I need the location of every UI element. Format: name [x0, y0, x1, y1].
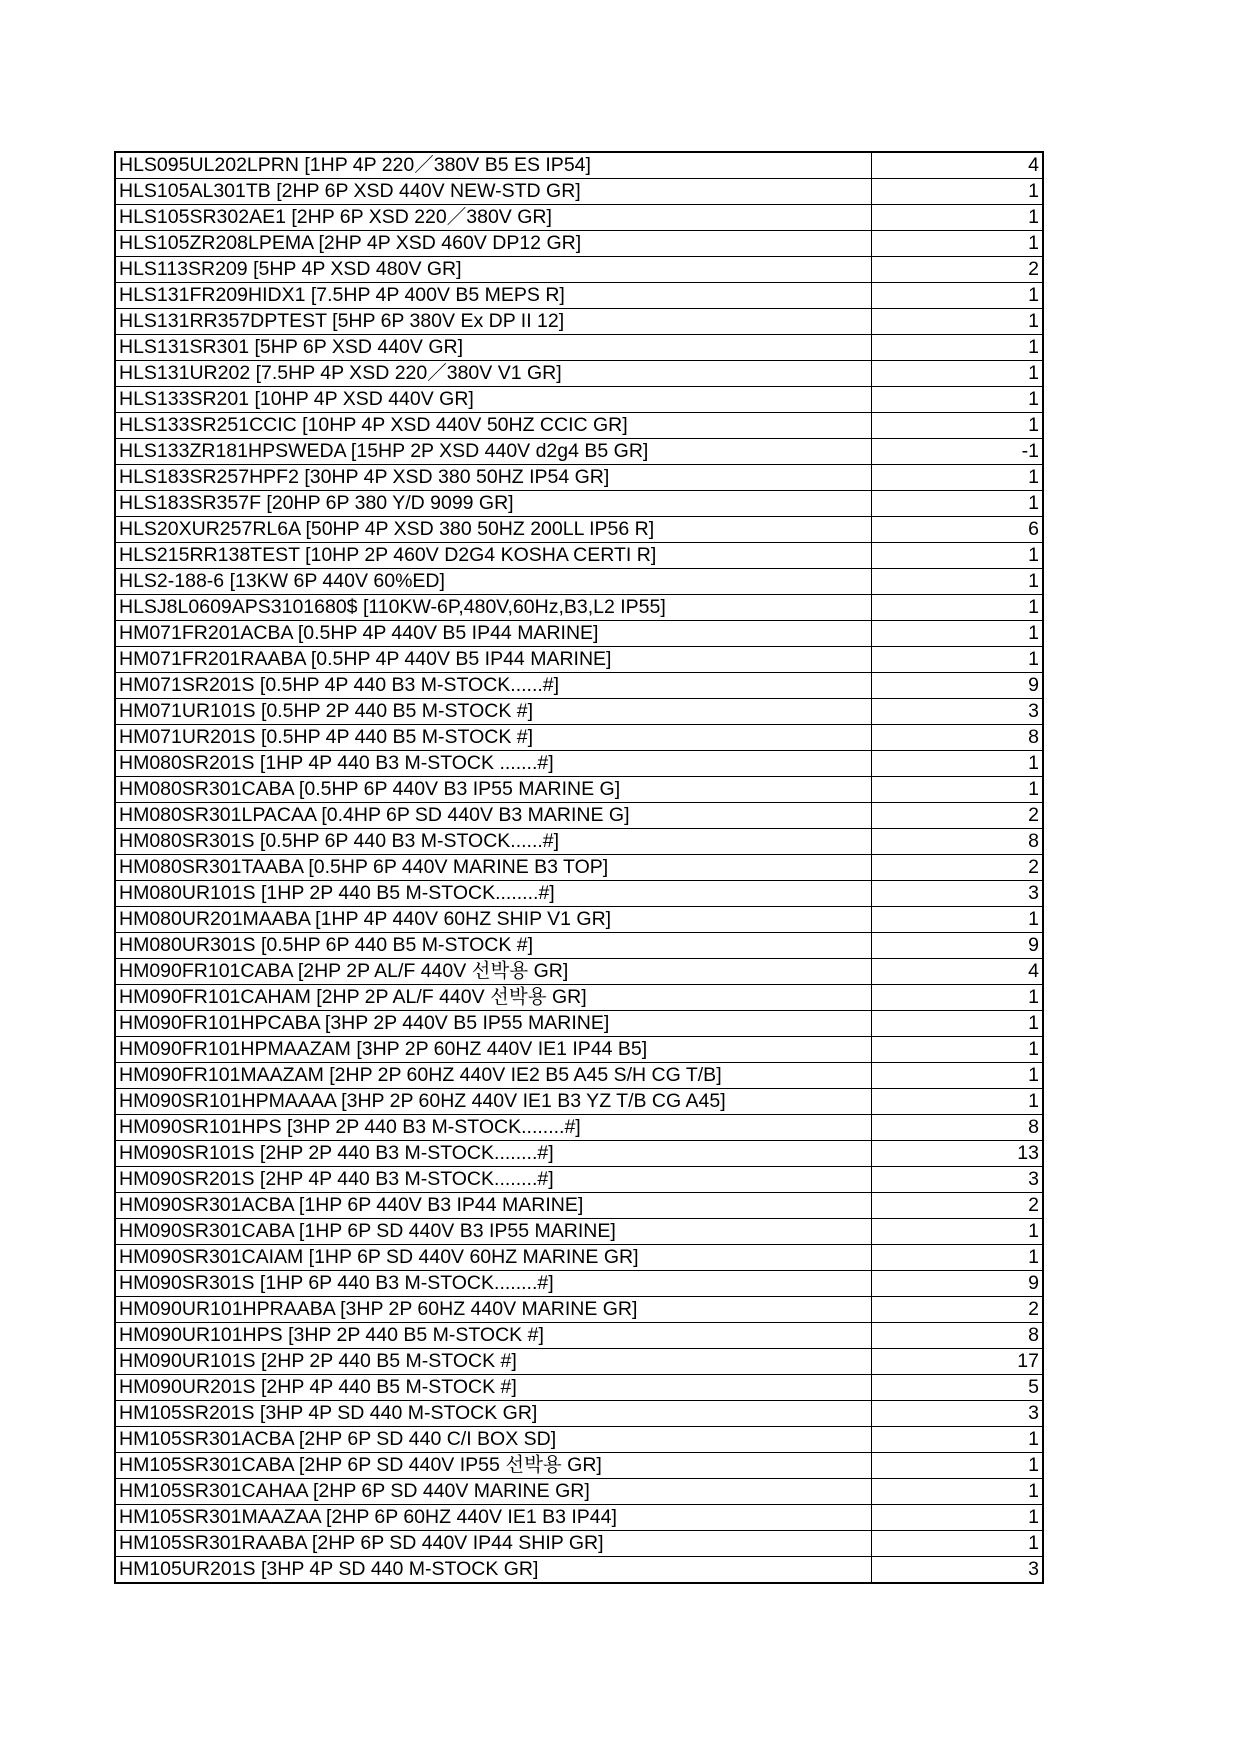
item-description-cell: HM080UR201MAABA [1HP 4P 440V 60HZ SHIP V1 GR] — [115, 907, 871, 933]
quantity-cell: 3 — [871, 881, 1043, 907]
item-description-cell: HLS2-188-6 [13KW 6P 440V 60%ED] — [115, 569, 871, 595]
item-description-cell: HM090FR101CABA [2HP 2P AL/F 440V 선박용 GR] — [115, 959, 871, 985]
table-row — [115, 1479, 1043, 1505]
item-description-cell: HLS105SR302AE1 [2HP 6P XSD 220／380V GR] — [115, 205, 871, 231]
table-row — [115, 907, 1043, 933]
item-description-cell: HM090SR101HPS [3HP 2P 440 B3 M-STOCK........#] — [115, 1115, 871, 1141]
table-row — [115, 777, 1043, 803]
quantity-cell: 2 — [871, 1297, 1043, 1323]
item-description-cell: HLS131UR202 [7.5HP 4P XSD 220／380V V1 GR] — [115, 361, 871, 387]
item-description-cell: HM105SR301RAABA [2HP 6P SD 440V IP44 SHIP GR] — [115, 1531, 871, 1557]
quantity-cell: 1 — [871, 1427, 1043, 1453]
table-row — [115, 517, 1043, 543]
quantity-cell: 1 — [871, 595, 1043, 621]
table-row — [115, 1219, 1043, 1245]
table-row — [115, 1297, 1043, 1323]
item-description-cell: HM090UR101S [2HP 2P 440 B5 M-STOCK #] — [115, 1349, 871, 1375]
table-row — [115, 465, 1043, 491]
item-description-cell: HM071FR201RAABA [0.5HP 4P 440V B5 IP44 MARINE] — [115, 647, 871, 673]
table-row — [115, 1557, 1043, 1584]
item-description-cell: HM105SR301MAAZAA [2HP 6P 60HZ 440V IE1 B3 IP44] — [115, 1505, 871, 1531]
quantity-cell: 3 — [871, 699, 1043, 725]
item-description-cell: HLS105ZR208LPEMA [2HP 4P XSD 460V DP12 GR] — [115, 231, 871, 257]
quantity-cell: 8 — [871, 1323, 1043, 1349]
table-row — [115, 413, 1043, 439]
quantity-cell: 1 — [871, 1505, 1043, 1531]
table-row — [115, 1193, 1043, 1219]
table-row — [115, 491, 1043, 517]
table-row — [115, 1271, 1043, 1297]
quantity-cell: 9 — [871, 673, 1043, 699]
item-description-cell: HM071FR201ACBA [0.5HP 4P 440V B5 IP44 MARINE] — [115, 621, 871, 647]
quantity-cell: 1 — [871, 985, 1043, 1011]
table-row — [115, 1141, 1043, 1167]
item-description-cell: HM090SR101S [2HP 2P 440 B3 M-STOCK........#] — [115, 1141, 871, 1167]
quantity-cell: 9 — [871, 1271, 1043, 1297]
quantity-cell: 9 — [871, 933, 1043, 959]
quantity-cell: 1 — [871, 413, 1043, 439]
table-row — [115, 543, 1043, 569]
item-description-cell: HLS131FR209HIDX1 [7.5HP 4P 400V B5 MEPS R] — [115, 283, 871, 309]
table-row — [115, 985, 1043, 1011]
item-description-cell: HM080SR301LPACAA [0.4HP 6P SD 440V B3 MARINE G] — [115, 803, 871, 829]
table-row — [115, 283, 1043, 309]
quantity-cell: 1 — [871, 491, 1043, 517]
item-description-cell: HM080SR201S [1HP 4P 440 B3 M-STOCK .......#] — [115, 751, 871, 777]
table-row — [115, 1453, 1043, 1479]
item-description-cell: HM080UR101S [1HP 2P 440 B5 M-STOCK........#] — [115, 881, 871, 907]
quantity-cell: 8 — [871, 829, 1043, 855]
quantity-cell: 1 — [871, 907, 1043, 933]
item-description-cell: HM090FR101MAAZAM [2HP 2P 60HZ 440V IE2 B5 A45 S/H CG T/B] — [115, 1063, 871, 1089]
item-description-cell: HLS131SR301 [5HP 6P XSD 440V GR] — [115, 335, 871, 361]
table-row — [115, 803, 1043, 829]
quantity-cell: 1 — [871, 1453, 1043, 1479]
quantity-cell: 8 — [871, 1115, 1043, 1141]
quantity-cell: 1 — [871, 543, 1043, 569]
quantity-cell: 1 — [871, 1037, 1043, 1063]
quantity-cell: 1 — [871, 1479, 1043, 1505]
table-row — [115, 179, 1043, 205]
item-description-cell: HM105SR301ACBA [2HP 6P SD 440 C/I BOX SD] — [115, 1427, 871, 1453]
item-description-cell: HM090UR101HPRAABA [3HP 2P 60HZ 440V MARINE GR] — [115, 1297, 871, 1323]
table-row — [115, 1167, 1043, 1193]
item-description-cell: HM080SR301TAABA [0.5HP 6P 440V MARINE B3 TOP] — [115, 855, 871, 881]
table-row — [115, 361, 1043, 387]
item-description-cell: HLS133ZR181HPSWEDA [15HP 2P XSD 440V d2g4 B5 GR] — [115, 439, 871, 465]
item-description-cell: HM090UR101HPS [3HP 2P 440 B5 M-STOCK #] — [115, 1323, 871, 1349]
quantity-cell: 1 — [871, 1531, 1043, 1557]
item-description-cell: HM090SR101HPMAAAA [3HP 2P 60HZ 440V IE1 B3 YZ T/B CG A45] — [115, 1089, 871, 1115]
quantity-cell: 1 — [871, 1245, 1043, 1271]
table-row — [115, 673, 1043, 699]
quantity-cell: 2 — [871, 257, 1043, 283]
item-description-cell: HM090SR301ACBA [1HP 6P 440V B3 IP44 MARINE] — [115, 1193, 871, 1219]
item-description-cell: HLS133SR201 [10HP 4P XSD 440V GR] — [115, 387, 871, 413]
quantity-cell: 1 — [871, 647, 1043, 673]
item-description-cell: HLS215RR138TEST [10HP 2P 460V D2G4 KOSHA CERTI R] — [115, 543, 871, 569]
item-description-cell: HM071UR201S [0.5HP 4P 440 B5 M-STOCK #] — [115, 725, 871, 751]
item-description-cell: HM090UR201S [2HP 4P 440 B5 M-STOCK #] — [115, 1375, 871, 1401]
item-description-cell: HLS133SR251CCIC [10HP 4P XSD 440V 50HZ CCIC GR] — [115, 413, 871, 439]
quantity-cell: 3 — [871, 1557, 1043, 1584]
table-row — [115, 595, 1043, 621]
inventory-table — [114, 151, 1044, 1584]
inventory-table-body — [115, 152, 1043, 1583]
quantity-cell: 1 — [871, 309, 1043, 335]
table-row — [115, 1115, 1043, 1141]
quantity-cell: 6 — [871, 517, 1043, 543]
quantity-cell: 1 — [871, 751, 1043, 777]
table-row — [115, 881, 1043, 907]
quantity-cell: 2 — [871, 855, 1043, 881]
item-description-cell: HLS183SR257HPF2 [30HP 4P XSD 380 50HZ IP54 GR] — [115, 465, 871, 491]
quantity-cell: 1 — [871, 621, 1043, 647]
item-description-cell: HM090FR101HPCABA [3HP 2P 440V B5 IP55 MARINE] — [115, 1011, 871, 1037]
table-row — [115, 699, 1043, 725]
item-description-cell: HM080UR301S [0.5HP 6P 440 B5 M-STOCK #] — [115, 933, 871, 959]
table-row — [115, 1089, 1043, 1115]
quantity-cell: 1 — [871, 569, 1043, 595]
quantity-cell: 1 — [871, 1089, 1043, 1115]
item-description-cell: HLS131RR357DPTEST [5HP 6P 380V Ex DP II 12] — [115, 309, 871, 335]
table-row — [115, 1323, 1043, 1349]
quantity-cell: 1 — [871, 231, 1043, 257]
item-description-cell: HM090FR101HPMAAZAM [3HP 2P 60HZ 440V IE1 IP44 B5] — [115, 1037, 871, 1063]
table-row — [115, 959, 1043, 985]
quantity-cell: 1 — [871, 335, 1043, 361]
quantity-cell: 1 — [871, 1011, 1043, 1037]
quantity-cell: 1 — [871, 205, 1043, 231]
item-description-cell: HLS20XUR257RL6A [50HP 4P XSD 380 50HZ 200LL IP56 R] — [115, 517, 871, 543]
table-row — [115, 621, 1043, 647]
quantity-cell: 2 — [871, 803, 1043, 829]
table-row — [115, 257, 1043, 283]
table-row — [115, 1531, 1043, 1557]
table-row — [115, 1245, 1043, 1271]
table-row — [115, 387, 1043, 413]
item-description-cell: HLS113SR209 [5HP 4P XSD 480V GR] — [115, 257, 871, 283]
quantity-cell: 1 — [871, 1219, 1043, 1245]
item-description-cell: HM105SR301CABA [2HP 6P SD 440V IP55 선박용 GR] — [115, 1453, 871, 1479]
item-description-cell: HM105UR201S [3HP 4P SD 440 M-STOCK GR] — [115, 1557, 871, 1584]
quantity-cell: 1 — [871, 361, 1043, 387]
quantity-cell: -1 — [871, 439, 1043, 465]
item-description-cell: HM090SR301S [1HP 6P 440 B3 M-STOCK........#] — [115, 1271, 871, 1297]
quantity-cell: 4 — [871, 959, 1043, 985]
quantity-cell: 17 — [871, 1349, 1043, 1375]
item-description-cell: HM105SR301CAHAA [2HP 6P SD 440V MARINE GR] — [115, 1479, 871, 1505]
item-description-cell: HLS183SR357F [20HP 6P 380 Y/D 9099 GR] — [115, 491, 871, 517]
table-row — [115, 1427, 1043, 1453]
item-description-cell: HLS105AL301TB [2HP 6P XSD 440V NEW-STD GR] — [115, 179, 871, 205]
quantity-cell: 1 — [871, 387, 1043, 413]
item-description-cell: HLSJ8L0609APS3101680$ [110KW-6P,480V,60Hz,B3,L2 IP55] — [115, 595, 871, 621]
quantity-cell: 1 — [871, 1063, 1043, 1089]
quantity-cell: 3 — [871, 1401, 1043, 1427]
quantity-cell: 13 — [871, 1141, 1043, 1167]
item-description-cell: HM090SR301CABA [1HP 6P SD 440V B3 IP55 MARINE] — [115, 1219, 871, 1245]
table-row — [115, 933, 1043, 959]
table-row — [115, 1505, 1043, 1531]
table-row — [115, 569, 1043, 595]
table-row — [115, 647, 1043, 673]
item-description-cell: HM090SR301CAIAM [1HP 6P SD 440V 60HZ MARINE GR] — [115, 1245, 871, 1271]
table-row — [115, 1011, 1043, 1037]
table-row — [115, 1063, 1043, 1089]
item-description-cell: HM090SR201S [2HP 4P 440 B3 M-STOCK........#] — [115, 1167, 871, 1193]
table-row — [115, 829, 1043, 855]
table-row — [115, 309, 1043, 335]
table-row — [115, 205, 1043, 231]
quantity-cell: 2 — [871, 1193, 1043, 1219]
quantity-cell: 1 — [871, 179, 1043, 205]
table-row — [115, 1375, 1043, 1401]
table-row — [115, 152, 1043, 179]
table-row — [115, 231, 1043, 257]
table-row — [115, 1401, 1043, 1427]
quantity-cell: 1 — [871, 283, 1043, 309]
table-row — [115, 1037, 1043, 1063]
item-description-cell: HM090FR101CAHAM [2HP 2P AL/F 440V 선박용 GR] — [115, 985, 871, 1011]
table-row — [115, 439, 1043, 465]
item-description-cell: HLS095UL202LPRN [1HP 4P 220／380V B5 ES IP54] — [115, 152, 871, 179]
table-row — [115, 751, 1043, 777]
quantity-cell: 8 — [871, 725, 1043, 751]
table-row — [115, 1349, 1043, 1375]
quantity-cell: 5 — [871, 1375, 1043, 1401]
quantity-cell: 3 — [871, 1167, 1043, 1193]
item-description-cell: HM105SR201S [3HP 4P SD 440 M-STOCK GR] — [115, 1401, 871, 1427]
quantity-cell: 1 — [871, 777, 1043, 803]
item-description-cell: HM080SR301CABA [0.5HP 6P 440V B3 IP55 MARINE G] — [115, 777, 871, 803]
quantity-cell: 1 — [871, 465, 1043, 491]
table-row — [115, 335, 1043, 361]
table-row — [115, 725, 1043, 751]
item-description-cell: HM071UR101S [0.5HP 2P 440 B5 M-STOCK #] — [115, 699, 871, 725]
quantity-cell: 4 — [871, 152, 1043, 179]
table-row — [115, 855, 1043, 881]
item-description-cell: HM080SR301S [0.5HP 6P 440 B3 M-STOCK......#] — [115, 829, 871, 855]
item-description-cell: HM071SR201S [0.5HP 4P 440 B3 M-STOCK......#] — [115, 673, 871, 699]
